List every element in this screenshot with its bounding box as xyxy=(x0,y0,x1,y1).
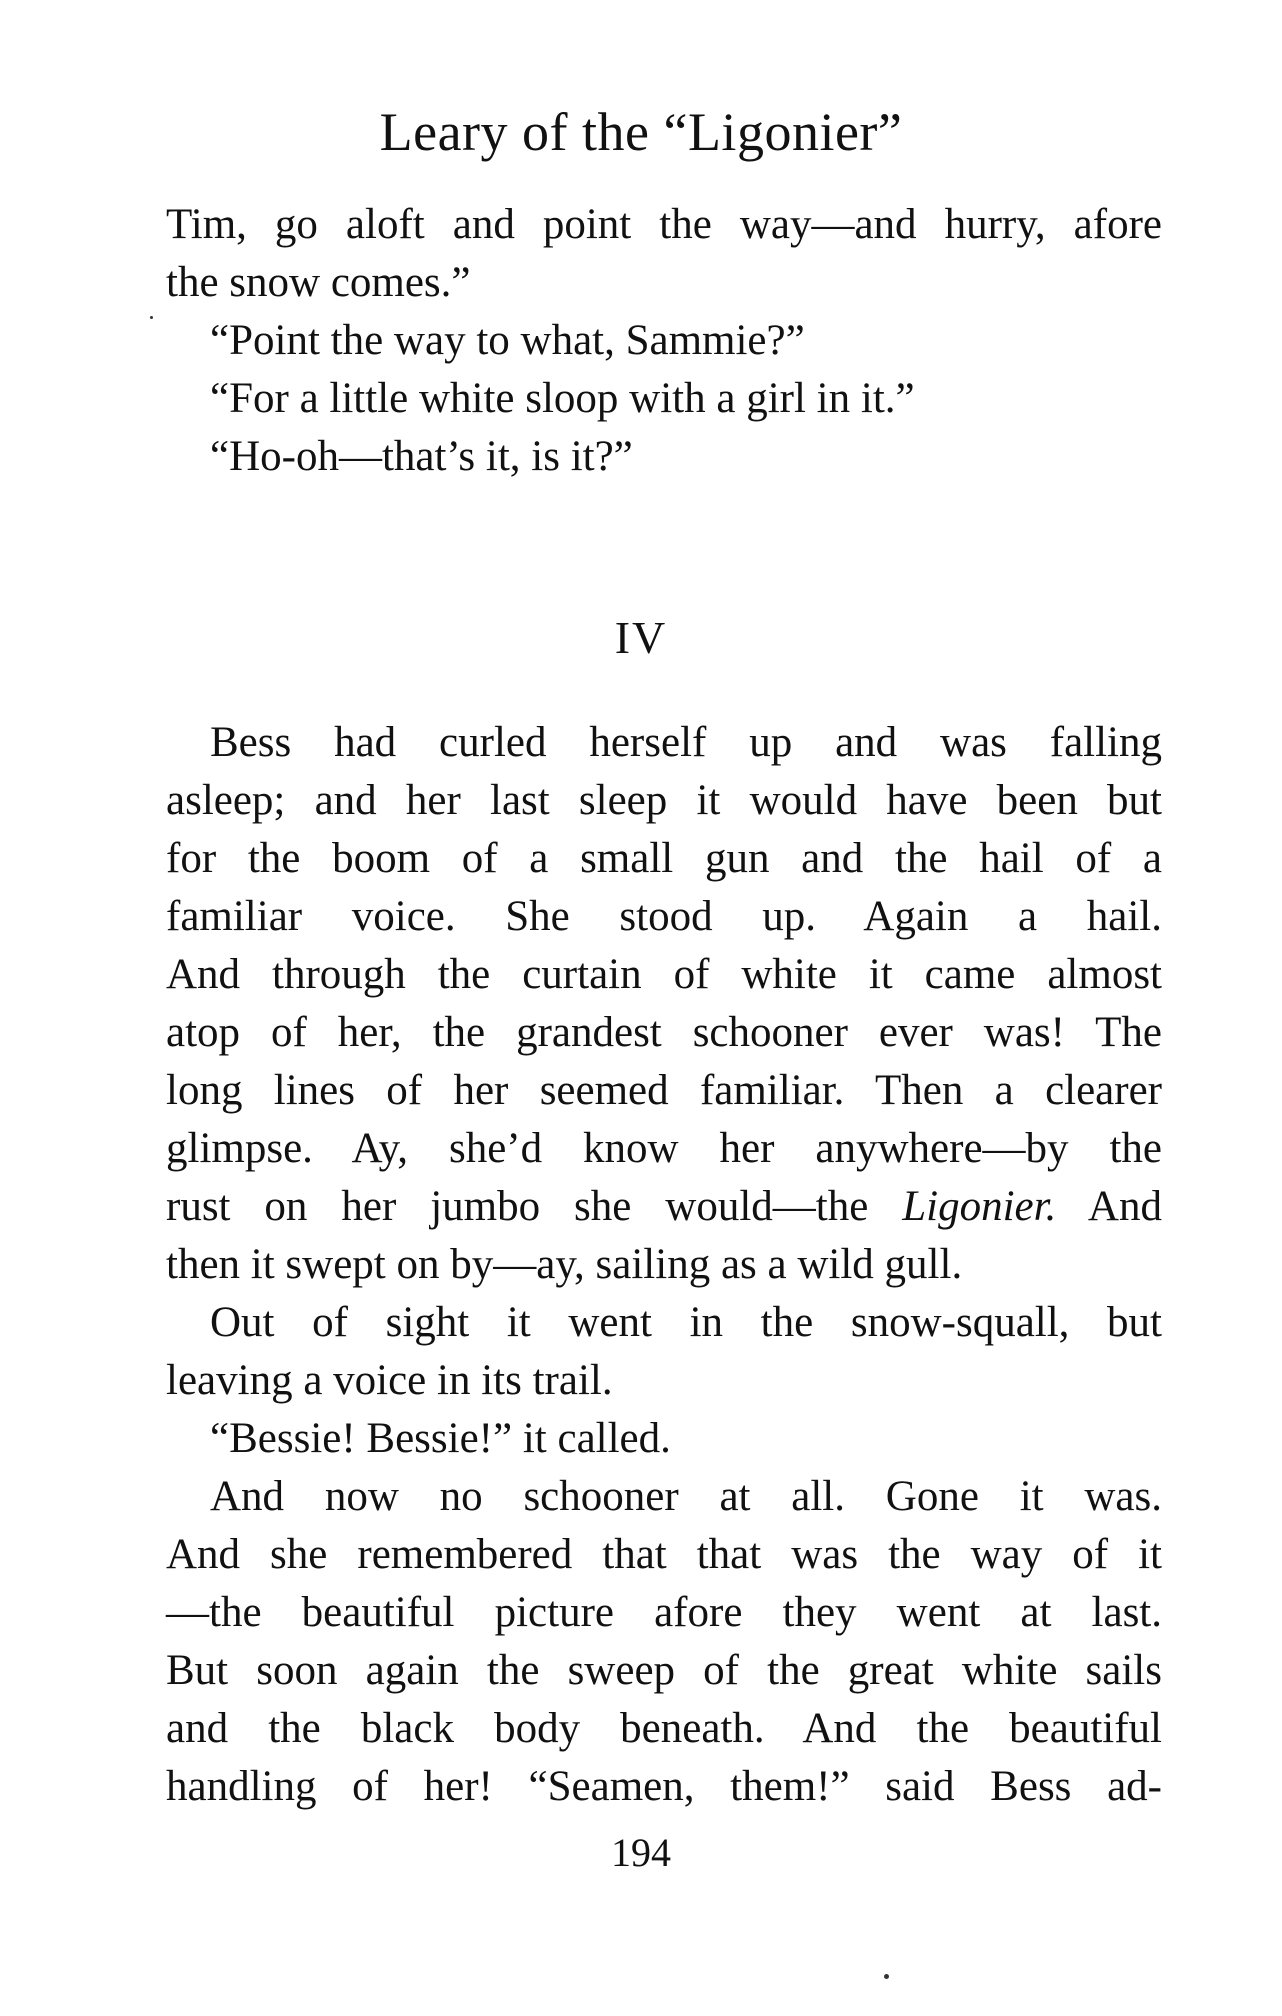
text-line: “For a little white sloop with a girl in it.” xyxy=(210,375,915,422)
text-line: —the beautiful picture afore they went at last. xyxy=(166,1589,1162,1636)
text-line: glimpse. Ay, she’d know her anywhere—by the xyxy=(166,1125,1162,1172)
text-line: handling of her! “Seamen, them!” said Bess ad- xyxy=(166,1763,1162,1810)
line-part: And xyxy=(1056,1183,1162,1230)
text-line: and the black body beneath. And the beautiful xyxy=(166,1705,1162,1752)
text-line: But soon again the sweep of the great white sails xyxy=(166,1647,1162,1694)
running-head: Leary of the “Ligonier” xyxy=(379,102,903,162)
text-line: “Ho-oh—that’s it, is it?” xyxy=(210,433,633,480)
text-line: then it swept on by—ay, sailing as a wild gull. xyxy=(166,1241,963,1288)
page-number: 194 xyxy=(611,1830,671,1875)
text-line: And through the curtain of white it came almost xyxy=(166,951,1162,998)
text-line: for the boom of a small gun and the hail of a xyxy=(166,835,1162,882)
text-line: leaving a voice in its trail. xyxy=(166,1357,613,1404)
text-line: Out of sight it went in the snow-squall, but xyxy=(210,1299,1162,1346)
text-line: atop of her, the grandest schooner ever was! The xyxy=(166,1009,1162,1056)
ink-speck xyxy=(150,316,153,319)
text-line: long lines of her seemed familiar. Then a clearer xyxy=(166,1067,1162,1114)
text-line: “Point the way to what, Sammie?” xyxy=(210,317,805,364)
text-line: familiar voice. She stood up. Again a hail. xyxy=(166,893,1162,940)
ship-name-italic: Ligonier. xyxy=(902,1183,1057,1230)
text-line: Tim, go aloft and point the way—and hurry, afore xyxy=(166,201,1162,248)
text-line: And now no schooner at all. Gone it was. xyxy=(210,1473,1162,1520)
body-text xyxy=(166,714,1162,1816)
dialogue-block xyxy=(166,196,1162,486)
ink-speck xyxy=(884,1974,889,1979)
text-line: “Bessie! Bessie!” it called. xyxy=(210,1415,671,1462)
text-line xyxy=(166,1178,1162,1236)
chapter-number: IV xyxy=(614,612,668,663)
text-line: And she remembered that that was the way of it xyxy=(166,1531,1162,1578)
text-line: the snow comes.” xyxy=(166,259,471,306)
text-line: Bess had curled herself up and was falling xyxy=(210,719,1162,766)
line-part: rust on her jumbo she would—the xyxy=(166,1183,903,1230)
text-line: asleep; and her last sleep it would have been but xyxy=(166,777,1162,824)
